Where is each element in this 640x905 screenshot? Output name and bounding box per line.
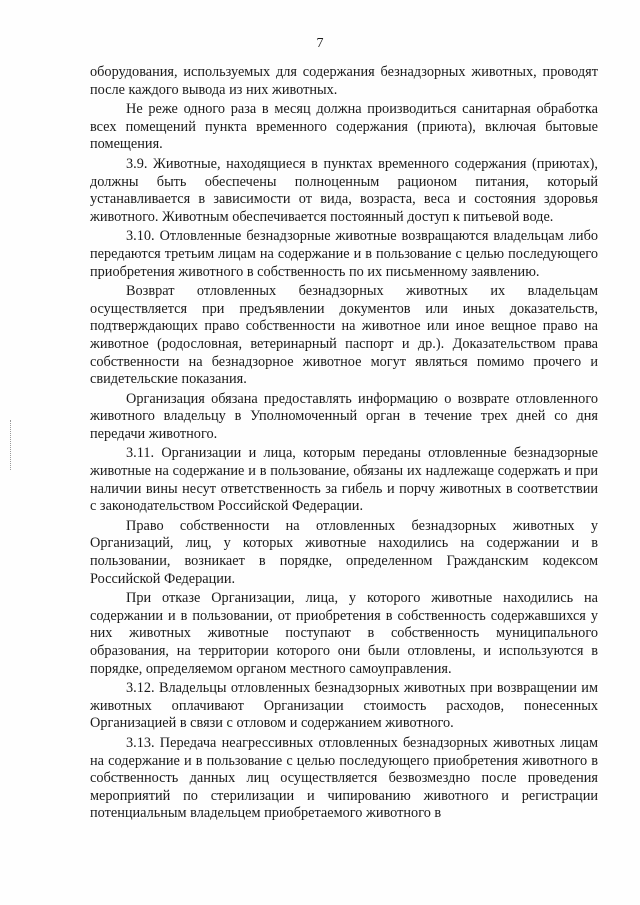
paragraph-organization-duty: Организация обязана предоставлять информацию о возврате отловленного животного владельцу в Уполномоченный орган в течение трех дней со дня передачи животного.: [90, 390, 598, 442]
paragraph-3-10: 3.10. Отловленные безнадзорные животные возвращаются владельцам либо передаются третьим лицам на содержание и в пользование с целью последующего приобретения животного в собственность по их письменному заявлению.: [90, 228, 598, 280]
scan-margin-mark: [10, 420, 13, 470]
document-body: [90, 64, 598, 825]
page-number: 7: [316, 36, 324, 51]
paragraph-2: Не реже одного раза в месяц должна производиться санитарная обработка всех помещений пункта временного содержания (приюта), включая бытовые помещения.: [90, 101, 598, 153]
paragraph-return: Возврат отловленных безнадзорных животных их владельцам осуществляется при предъявлении документов или иных доказательств, подтверждающих право собственности на животное или иное вещное право на животное (родословная, ветеринарный паспорт и др.). Доказательством права собственности на безнадзорное животное могут являться помимо прочего и свидетельские показания.: [90, 283, 598, 388]
paragraph-3-9: 3.9. Животные, находящиеся в пунктах временного содержания (приютах), должны быть обеспечены полноценным рационом питания, который устанавливается в зависимости от вида, возраста, веса и состояния здоровья животного. Животным обеспечивается постоянный доступ к питьевой воде.: [90, 155, 598, 225]
paragraph-3-13: 3.13. Передача неагрессивных отловленных безнадзорных животных лицам на содержание и в пользование с целью последующего приобретения животного в собственность данных лиц осуществляется безвозмездно после проведения мероприятий по стерилизации и чипированию животного и регистрации потенциальным владельцем приобретаемого животного в: [90, 734, 598, 822]
paragraph-refusal: При отказе Организации, лица, у которого животные находились на содержании и в пользовании, от приобретения в собственность содержавшихся у них животных животные поступают в собственность муниципального образования, на территории которого они были отловлены, и используются в порядке, определяемом органом местного самоуправления.: [90, 590, 598, 677]
paragraph-ownership: Право собственности на отловленных безнадзорных животных у Организаций, лиц, у которых животные находились на содержании и в пользовании, возникает в порядке, определенном Гражданским кодексом Российской Федерации.: [90, 517, 598, 587]
paragraph-3-12: 3.12. Владельцы отловленных безнадзорных животных при возвращении им животных оплачивают Организации стоимость расходов, понесенных Организацией в связи с отловом и содержанием животного.: [90, 680, 598, 732]
paragraph-1: оборудования, используемых для содержания безнадзорных животных, проводят после каждого вывода из них животных.: [90, 64, 598, 98]
paragraph-3-11: 3.11. Организации и лица, которым переданы отловленные безнадзорные животные на содержание и в пользование, обязаны их надлежаще содержать и при наличии вины несут ответственность за гибель и порчу животных в соответствии с законодательством Российской Федерации.: [90, 445, 598, 515]
